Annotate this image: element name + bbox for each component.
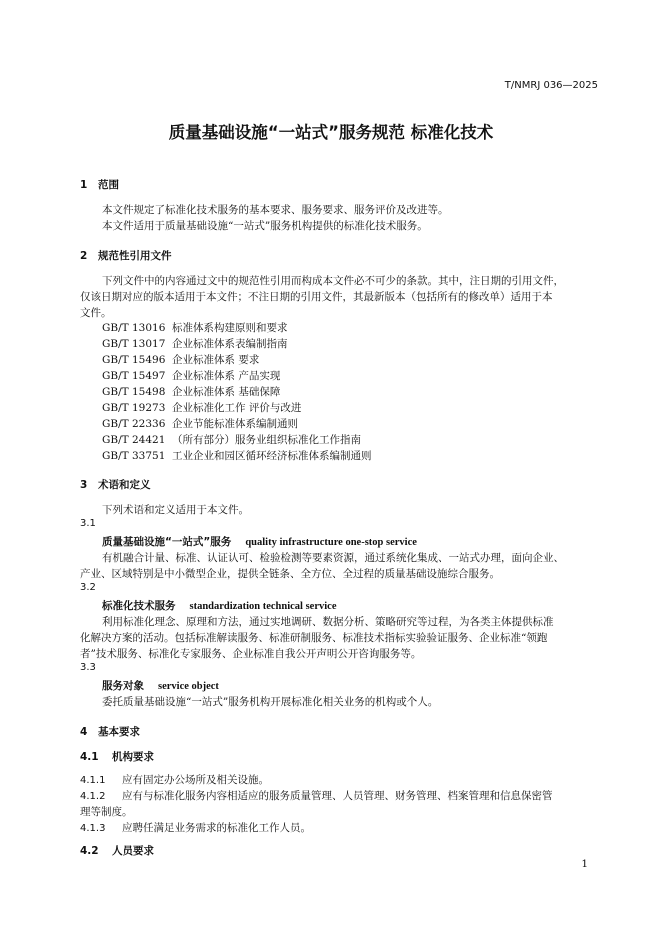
subsection-title: 机构要求 [112, 751, 154, 763]
definition-line: 利用标准化理念、原理和方法，通过实地调研、数据分析、策略研究等过程，为各类主体提供标准 [102, 616, 554, 628]
clause-number: 4.1.2 [80, 791, 106, 802]
reference-title: 企业标准体系 基础保障 [172, 386, 281, 398]
reference-code: GB/T 13017 [102, 338, 166, 350]
subsection-number: 4.2 [80, 845, 99, 857]
reference-title: 企业标准体系 要求 [172, 354, 260, 366]
standard-code: T/NMRJ 036—2025 [504, 80, 598, 91]
term-en: quality infrastructure one-stop service [245, 537, 417, 548]
paragraph-line: 文件。 [80, 307, 112, 319]
definition-line: 产业、区域特别是中小微型企业，提供全链条、全方位、全过程的质量基础设施综合服务。 [80, 568, 500, 580]
subsection-title: 人员要求 [112, 845, 154, 857]
reference-title: （所有部分）服务业组织标准化工作指南 [172, 434, 361, 446]
clause-text: 应聘任满足业务需求的标准化工作人员。 [122, 822, 311, 834]
reference-code: GB/T 19273 [102, 402, 166, 414]
reference-code: GB/T 15497 [102, 370, 166, 382]
section-3-heading [80, 477, 151, 492]
section-number: 4 [80, 726, 88, 738]
reference-title: 企业标准体系表编制指南 [172, 338, 288, 350]
page-number: 1 [581, 858, 588, 870]
definition-line: 者”技术服务、标准化专家服务、企业标准自我公开声明公开咨询服务等。 [80, 648, 422, 660]
reference-code: GB/T 15496 [102, 354, 166, 366]
subsection-heading [80, 749, 154, 764]
paragraph: 下列术语和定义适用于本文件。 [102, 504, 249, 516]
reference-title: 企业节能标准体系编制通则 [172, 418, 298, 430]
clause-continuation: 理等制度。 [80, 806, 133, 818]
reference-code: GB/T 13016 [102, 322, 166, 334]
reference-title: 企业标准化工作 评价与改进 [172, 402, 302, 414]
clause [80, 772, 269, 789]
section-number: 1 [80, 179, 88, 191]
section-title: 术语和定义 [98, 479, 151, 491]
section-number: 3 [80, 479, 88, 491]
reference-item [102, 400, 301, 416]
reference-code: GB/T 33751 [102, 450, 166, 462]
clause [80, 820, 311, 837]
paragraph-line: 下列文件中的内容通过文中的规范性引用而构成本文件必不可少的条款。其中，注日期的引用文件， [102, 275, 564, 287]
reference-item [102, 336, 288, 352]
reference-item [102, 432, 361, 448]
clause-number: 4.1.3 [80, 823, 106, 834]
paragraph-line: 仅该日期对应的版本适用于本文件；不注日期的引用文件，其最新版本（包括所有的修改单）适用于本 [80, 291, 553, 303]
subsection-heading [80, 843, 154, 858]
reference-code: GB/T 24421 [102, 434, 166, 446]
reference-title: 工业企业和园区循环经济标准体系编制通则 [172, 450, 372, 462]
section-title: 范围 [98, 179, 119, 191]
term-number: 3.3 [80, 662, 96, 673]
reference-code: GB/T 15498 [102, 386, 166, 398]
term-entry [102, 678, 219, 693]
term-en: standardization technical service [189, 601, 337, 612]
section-number: 2 [80, 250, 88, 262]
definition-line: 委托质量基础设施“一站式”服务机构开展标准化相关业务的机构或个人。 [102, 696, 439, 708]
clause-number: 4.1.1 [80, 775, 106, 786]
term-entry [102, 598, 336, 613]
reference-item [102, 352, 259, 368]
reference-title: 企业标准体系 产品实现 [172, 370, 281, 382]
paragraph: 本文件适用于质量基础设施“一站式”服务机构提供的标准化技术服务。 [102, 220, 428, 232]
definition-line: 化解决方案的活动。包括标准解读服务、标准研制服务、标准技术指标实验验证服务、企业标准“领跑 [80, 632, 548, 644]
reference-item [102, 448, 372, 464]
section-2-heading [80, 248, 172, 263]
subsection-number: 4.1 [80, 751, 99, 763]
section-4-heading [80, 724, 140, 739]
clause-text: 应有与标准化服务内容相适应的服务质量管理、人员管理、财务管理、档案管理和信息保密管 [122, 790, 553, 802]
document-title: 质量基础设施“一站式”服务规范 标准化技术 [168, 123, 494, 142]
reference-title: 标准体系构建原则和要求 [172, 322, 288, 334]
clause-text: 应有固定办公场所及相关设施。 [122, 774, 269, 786]
term-number: 3.1 [80, 518, 96, 529]
term-entry [102, 534, 417, 549]
reference-code: GB/T 22336 [102, 418, 166, 430]
reference-item [102, 368, 280, 384]
term-zh: 服务对象 [102, 680, 144, 692]
definition-line: 有机融合计量、标准、认证认可、检验检测等要素资源，通过系统化集成、一站式办理，面向企业、 [102, 552, 564, 564]
section-title: 规范性引用文件 [98, 250, 172, 262]
section-title: 基本要求 [98, 726, 140, 738]
reference-item [102, 384, 280, 400]
section-1-heading [80, 177, 119, 192]
term-zh: 质量基础设施“一站式”服务 [102, 536, 232, 548]
term-number: 3.2 [80, 582, 96, 593]
term-en: service object [158, 681, 219, 692]
term-zh: 标准化技术服务 [102, 600, 176, 612]
paragraph: 本文件规定了标准化技术服务的基本要求、服务要求、服务评价及改进等。 [102, 204, 449, 216]
reference-item [102, 320, 288, 336]
clause [80, 788, 553, 805]
reference-item [102, 416, 298, 432]
